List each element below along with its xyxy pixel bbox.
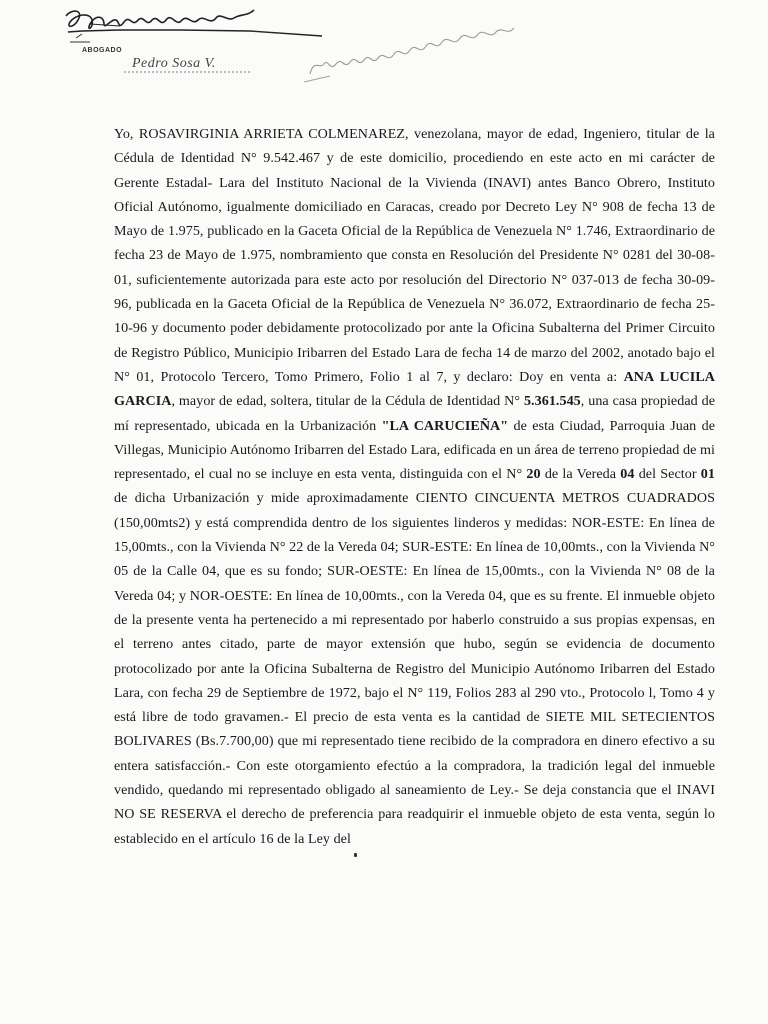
body-text-2: , mayor de edad, soltera, titular de la Cédula de Identidad N°: [171, 393, 524, 410]
body-text-4: de esta Ciudad, Parroquia Juan de Villegas, Municipio Autónomo Iribarren del Estado Lara, edificada en un área de terreno propiedad de mi representado, el cual no se incluye en esta venta, distinguida con el N°: [114, 417, 715, 483]
buyer-name: ANA LUCILA GARCIA: [114, 368, 716, 410]
body-text-6: del Sector: [634, 466, 701, 483]
house-number: 20: [526, 466, 541, 483]
pencil-annotation: [300, 18, 530, 93]
buyer-id: 5.361.545: [523, 393, 581, 410]
vereda-number: 04: [620, 466, 635, 483]
body-text-5: de la Vereda: [540, 466, 621, 483]
stamp-name: Pedro Sosa V.: [132, 56, 216, 71]
document-body: [114, 122, 715, 851]
ink-dot: [354, 853, 357, 857]
lawyer-stamp: [60, 6, 340, 86]
signature-scribble: [60, 6, 340, 86]
stamp-label: ABOGADO: [82, 47, 123, 54]
intro-text: Yo, ROSAVIRGINIA ARRIETA COLMENAREZ, venezolana, mayor de edad, Ingeniero, titular de la Cédula de Identidad N° 9.542.467 y de este domicilio, procediendo en este acto en mi carácter de Gerente Estadal- Lara del Instituto Nacional de la Vivienda (INAVI) antes Banco Obrero, Instituto Oficial Autónomo, igualmente domiciliado en Caracas, creado por Decreto Ley N° 908 de fecha 13 de Mayo de 1.975, publicado en la Gaceta Oficial de la República de Venezuela N° 1.746, Extraordinario de fecha 23 de Mayo de 1.975, nombramiento que consta en Resolución del Presidente N° 0281 del 30-08-01, suficientemente autorizada para este acto por resolución del Directorio N° 037-013 de fecha 30-09-96, publicada en la Gaceta Oficial de la República de Venezuela N° 36.072, Extraordinario de fecha 25-10-96 y documento poder debidamente protocolizado por ante la Oficina Subalterna del Primer Circuito de Registro Público, Municipio Iribarren del Estado Lara de fecha 14 de marzo del 2002, anotado bajo el N° 01, Protocolo Tercero, Tomo Primero, Folio 1 al 7, y declaro: Doy en venta a:: [114, 126, 715, 385]
body-text-7: de dicha Urbanización y mide aproximadamente CIENTO CINCUENTA METROS CUADRADOS (150,00mts2) y está comprendida dentro de los siguientes linderos y medidas: NOR-ESTE: En línea de 15,00mts., con la Vivienda N° 22 de la Vereda 04; SUR-ESTE: En línea de 10,00mts., con la Vivienda N° 05 de la Calle 04, que es su fondo; SUR-OESTE: En línea de 15,00mts., con la Vivienda N° 08 de la Vereda 04; y NOR-OESTE: En línea de 10,00mts., con la Vereda 04, que es su frente. El inmueble objeto de la presente venta ha pertenecido a mi representado por haberlo construido a sus propias expensas, en el terreno antes citado, parte de mayor extensión que hubo, según se evidencia de documento protocolizado por ante la Oficina Subalterna de Registro del Municipio Autónomo Iribarren del Estado Lara, con fecha 29 de Septiembre de 1972, bajo el N° 119, Folios 283 al 290 vto., Protocolo l, Tomo 4 y está libre de todo gravamen.- El precio de esta venta es la cantidad de SIETE MIL SETECIENTOS BOLIVARES (Bs.7.700,00) que mi representado tiene recibido de la compradora en dinero efectivo a su entera satisfacción.- Con este otorgamiento efectúo a la compradora, la tradición legal del inmueble vendido, quedando mi representado obligado al saneamiento de Ley.- Se deja constancia que el INAVI NO SE RESERVA el derecho de preferencia para readquirir el inmueble objeto de esta venta, según lo establecido en el artículo 16 de la Ley del: [114, 490, 715, 847]
body-text-3: , una casa propiedad de mí representado, ubicada en la Urbanización: [114, 393, 716, 434]
urbanization-name: "LA CARUCIEÑA": [381, 417, 509, 434]
sector-number: 01: [700, 466, 715, 483]
